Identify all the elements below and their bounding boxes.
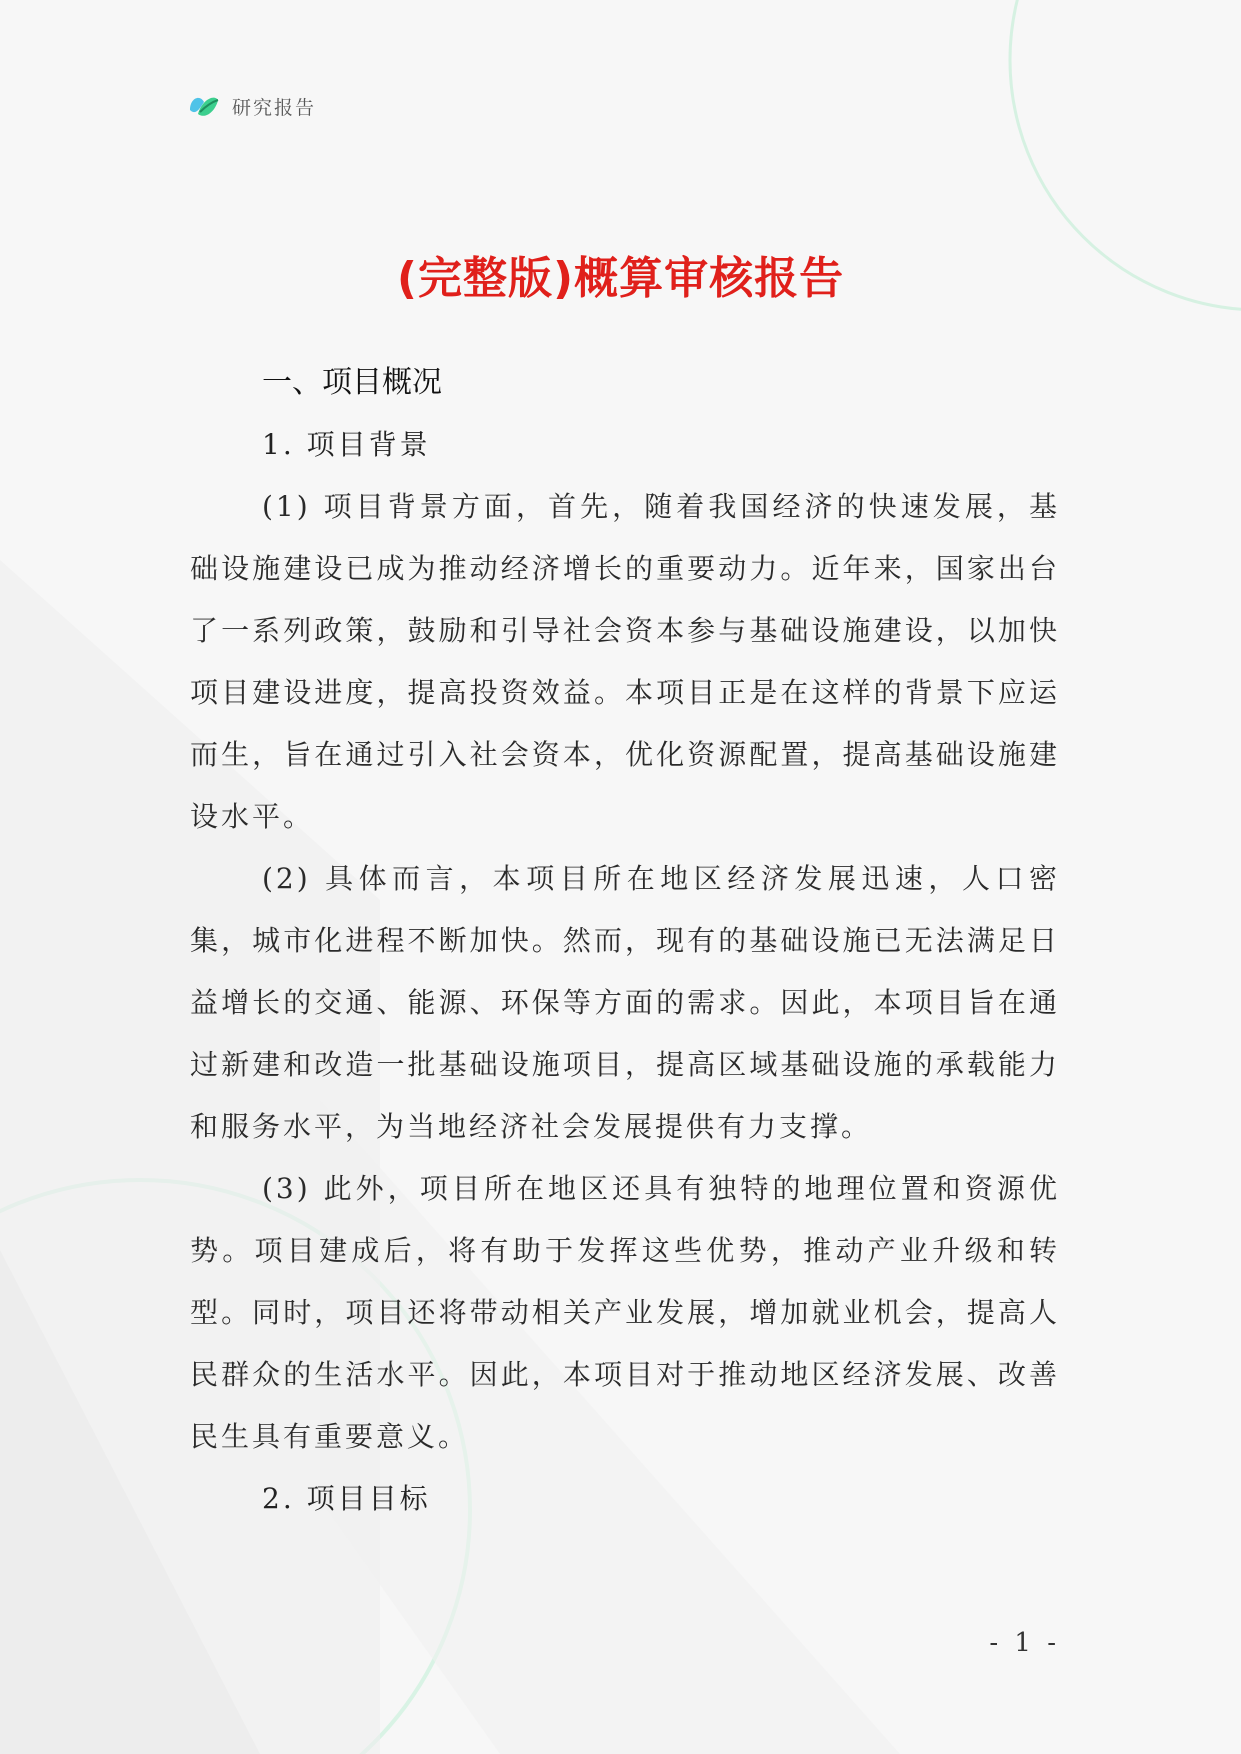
paragraph: (2) 具体而言，本项目所在地区经济发展迅速，人口密集，城市化进程不断加快。然而，现有的基础设施已无法满足日益增长的交通、能源、环保等方面的需求。因此，本项目旨在通过新建和改造一批基础设施项目，提高区域基础设施的承载能力和服务水平，为当地经济社会发展提供有力支撑。 [190,862,1060,1143]
subheading-project-goals: 2. 项目目标 [262,1482,431,1515]
header-brand [186,88,316,124]
paragraph: (3) 此外，项目所在地区还具有独特的地理位置和资源优势。项目建成后，将有助于发挥这些优势，推动产业升级和转型。同时，项目还将带动相关产业发展，增加就业机会，提高人民群众的生活水平。因此，本项目对于推动地区经济发展、改善民生具有重要意义。 [190,1172,1060,1453]
document-title: (完整版)概算审核报告 [396,253,845,305]
document-body [190,352,1060,1530]
subheading-project-background: 1. 项目背景 [262,428,431,461]
brand-text: 研究报告 [232,96,317,119]
paragraph: (1) 项目背景方面，首先，随着我国经济的快速发展，基础设施建设已成为推动经济增长的重要动力。近年来，国家出台了一系列政策，鼓励和引导社会资本参与基础设施建设，以加快项目建设进度，提高投资效益。本项目正是在这样的背景下应运而生，旨在通过引入社会资本，优化资源配置，提高基础设施建设水平。 [190,490,1060,833]
section-heading: 一、项目概况 [262,365,442,400]
brand-leaf-logo-icon [186,88,222,124]
page-number: - 1 - [989,1628,1060,1658]
